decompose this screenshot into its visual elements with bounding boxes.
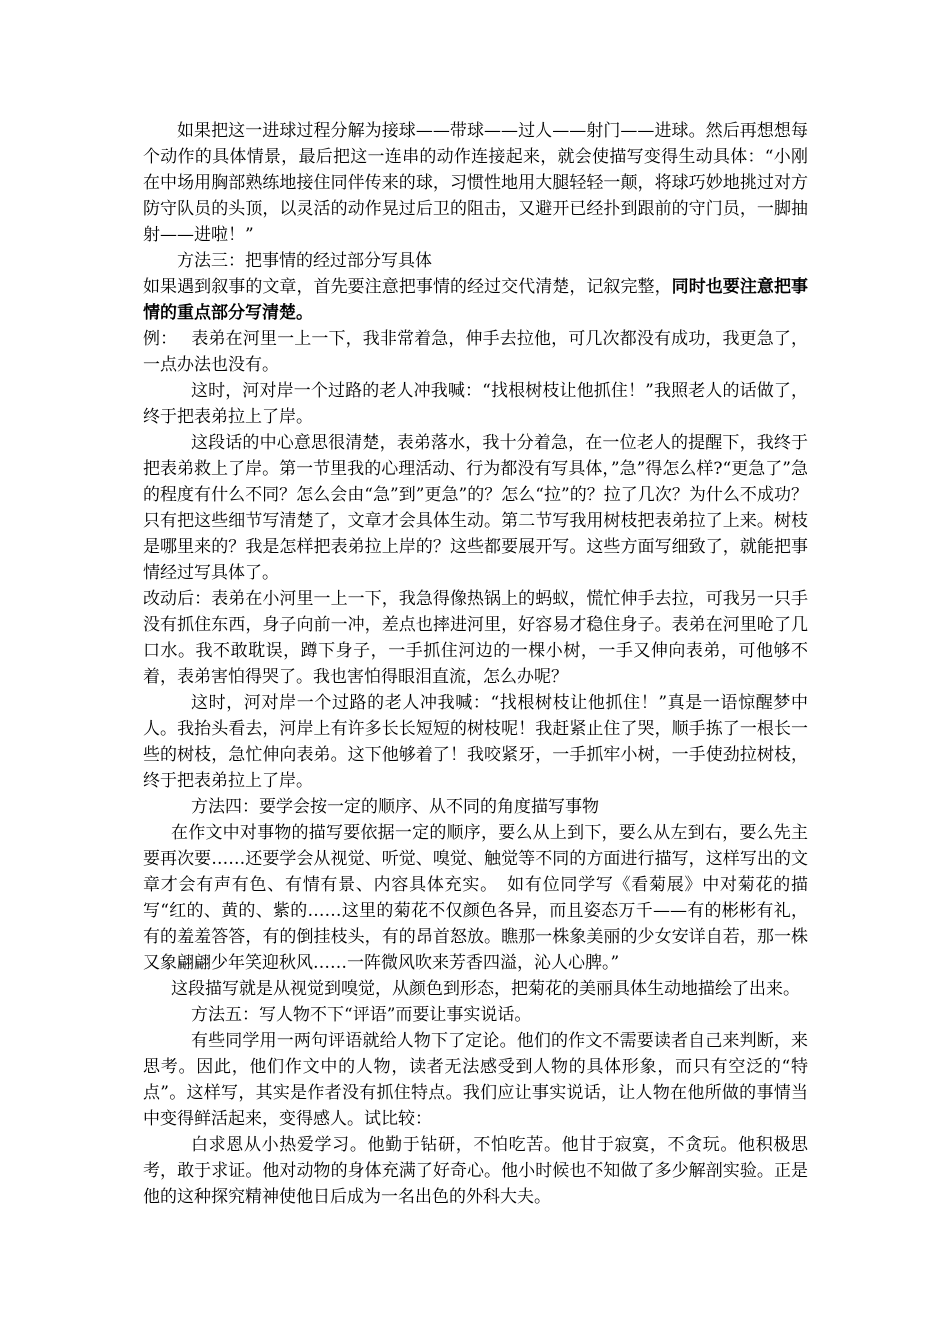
paragraph-bethune: 白求恩从小热爱学习。他勤于钻研，不怕吃苦。他甘于寂寞，不贪玩。他积极思考，敢于求证。他对动物的身体充满了好奇心。他小时候也不知做了多少解剖实验。正是他的这种探究精神使他日后成为一名出色的外科大夫。 — [143, 1135, 808, 1207]
paragraph-analysis: 这段话的中心意思很清楚，表弟落水，我十分着急，在一位老人的提醒下，我终于把表弟救上了岸。第一节里我的心理活动、行为都没有写具体，”急”得怎么样?“更急了”急的程度有什么不同？怎么会由“急”到”更急”的？怎么“拉”的？拉了几次？为什么不成功？只有把这些细节写清楚了，文章才会具体生动。第二节写我用树枝把表弟拉了上来。树枝是哪里来的？我是怎样把表弟拉上岸的？这些都要展开写。这些方面写细致了，就能把事情经过写具体了。 — [143, 433, 808, 583]
paragraph-method-three-intro — [143, 274, 808, 326]
document-body — [143, 118, 808, 1210]
paragraph-revised: 改动后：表弟在小河里一上一下，我急得像热锅上的蚂蚁，慌忙伸手去拉，可我另一只手没有抓住东西，身子向前一冲，差点也摔进河里，好容易才稳住身子。表弟在河里呛了几口水。我不敢耽误，蹲下身子，一手抓住河边的一棵小树，一手又伸向表弟，可他够不着，表弟害怕得哭了。我也害怕得眼泪直流，怎么办呢？ — [143, 589, 808, 687]
paragraph-goal-breakdown: 如果把这一进球过程分解为接球——带球——过人——射门——进球。然后再想想每个动作的具体情景，最后把这一连串的动作连接起来，就会使描写变得生动具体：“小刚在中场用胸部熟练地接住同伴传来的球，习惯性地用大腿轻轻一颠，将球巧妙地挑过对方防守队员的头顶，以灵活的动作晃过后卫的阻击，又避开已经扑到跟前的守门员，一脚抽射——进啦！” — [143, 121, 808, 245]
heading-method-four: 方法四：要学会按一定的顺序、从不同的角度描写事物 — [191, 797, 599, 817]
heading-method-five: 方法五：写人物不下“评语”而要让事实说话。 — [191, 1005, 532, 1025]
heading-method-three: 方法三：把事情的经过部分写具体 — [177, 251, 432, 271]
paragraph-old-man: 这时，河对岸一个过路的老人冲我喊：“找根树枝让他抓住！”我照老人的话做了，终于把表弟拉上了岸。 — [143, 381, 808, 427]
paragraph-order-description: 在作文中对事物的描写要依据一定的顺序，要么从上到下，要么从左到右，要么先主要再次要……还要学会从视觉、听觉、嗅觉、触觉等不同的方面进行描写，这样写出的文章才会有声有色、有情有景、内容具体充实。 如有位同学写《看菊展》中对菊花的描写“红的、黄的、紫的……这里的菊花不仅颜色各异，而且姿态万千——有的彬彬有礼，有的羞羞答答，有的倒挂枝头，有的昂首怒放。瞧那一株象美丽的少女安详自若，那一株又象翩翩少年笑迎秋风……一阵微风吹来芳香四溢，沁人心脾。” — [143, 823, 808, 973]
paragraph-revised-continued: 这时，河对岸一个过路的老人冲我喊：“找根树枝让他抓住！”真是一语惊醒梦中人。我抬头看去，河岸上有许多长长短短的树枝呢！我赶紧止住了哭，顺手拣了一根长一些的树枝，急忙伸向表弟。这下他够着了！我咬紧牙，一手抓牢小树，一手使劲拉树枝，终于把表弟拉上了岸。 — [143, 693, 808, 791]
paragraph-chrysanthemum-summary: 这段描写就是从视觉到嗅觉，从颜色到形态，把菊花的美丽具体生动地描绘了出来。 — [171, 979, 800, 999]
paragraph-character-comments: 有些同学用一两句评语就给人物下了定论。他们的作文不需要读者自己来判断，来思考。因此，他们作文中的人物，读者无法感受到人物的具体形象，而只有空泛的“特点”。这样写，其实是作者没有抓住特点。我们应让事实说话，让人物在他所做的事情当中变得鲜活起来，变得感人。试比较： — [143, 1031, 808, 1129]
intro-emphasis: 同时也要注意把事情的重点部分写清楚。 — [143, 277, 809, 323]
intro-text: 如果遇到叙事的文章，首先要注意把事情的经过交代清楚，记叙完整， — [143, 277, 672, 297]
paragraph-example: 例： 表弟在河里一上一下，我非常着急，伸手去拉他，可几次都没有成功，我更急了，一点办法也没有。 — [143, 329, 808, 375]
